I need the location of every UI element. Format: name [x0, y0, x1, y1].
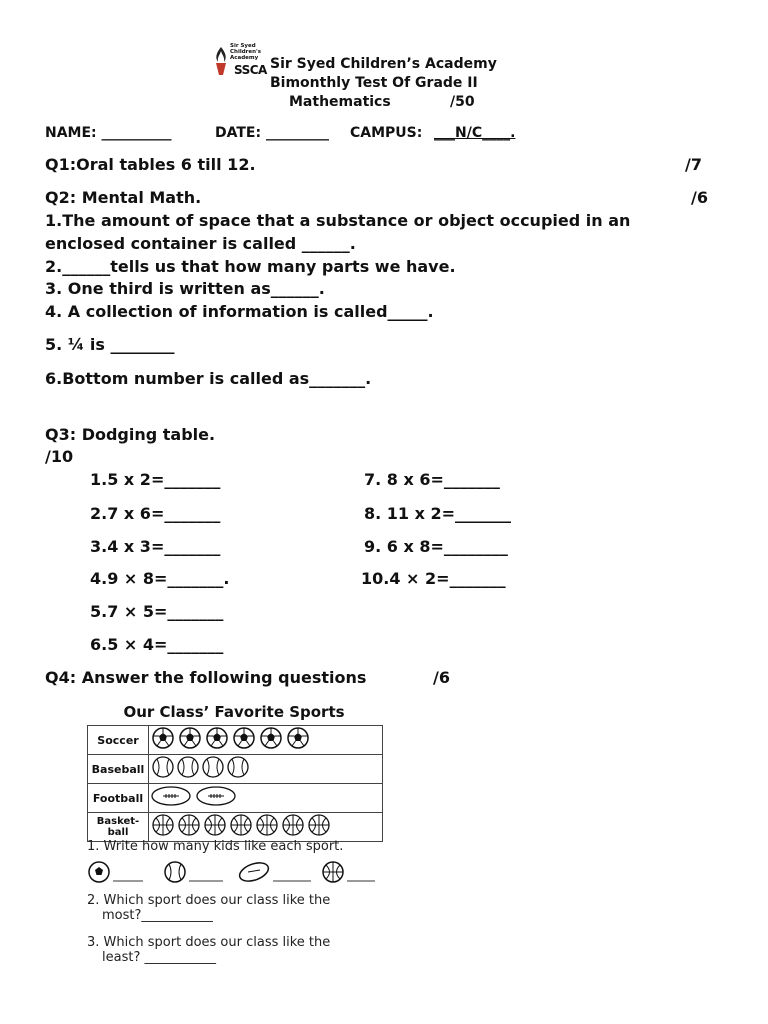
subject-title: Mathematics	[289, 94, 391, 110]
baseball-icon	[178, 757, 198, 777]
q4-marks: /6	[433, 668, 450, 687]
pictograph-question: 1. Write how many kids like each sport.	[87, 839, 344, 854]
logo-small-text: Sir Syed Children's Academy	[230, 43, 261, 61]
soccer-ball-icon	[207, 728, 227, 748]
soccer-icons	[149, 726, 383, 755]
basketball-icon	[231, 815, 251, 835]
total-marks: /50	[450, 94, 475, 110]
soccer-ball-icon	[153, 728, 173, 748]
q2-heading: Q2: Mental Math.	[45, 188, 202, 207]
q2-line: enclosed container is called ______.	[45, 234, 356, 253]
q3-marks: /10	[45, 447, 74, 466]
q1-marks: /7	[685, 155, 702, 174]
q2-line: 6.Bottom number is called as_______.	[45, 369, 372, 388]
school-logo	[212, 43, 276, 81]
date-field: DATE: _________	[215, 125, 329, 141]
q4-heading: Q4: Answer the following questions	[45, 668, 367, 687]
basketball-icon-row	[149, 813, 333, 837]
q3-item: 5.7 × 5=_______	[90, 602, 224, 621]
pictograph-row	[88, 784, 383, 813]
campus-value: ___N/C____.	[434, 125, 516, 141]
q2-marks: /6	[691, 188, 708, 207]
pictograph-row	[88, 813, 383, 842]
torch-logo-icon	[212, 45, 230, 77]
baseball-icons	[149, 755, 383, 784]
q3-heading: Q3: Dodging table.	[45, 425, 216, 444]
basketball-icon	[309, 815, 329, 835]
basketball-icon	[323, 862, 343, 882]
q1-heading: Q1:Oral tables 6 till 12.	[45, 155, 256, 174]
logo-abbrev: SSCA	[234, 63, 267, 77]
q2-line: 1.The amount of space that a substance or object occupied in an	[45, 211, 631, 230]
basketball-icons	[149, 813, 383, 842]
pictograph-question: most?___________	[102, 908, 213, 923]
baseball-icon	[165, 862, 185, 882]
pictograph-table	[87, 725, 383, 842]
pictograph-title: Our Class’ Favorite Sports	[123, 703, 345, 721]
football-icon-row	[149, 784, 241, 808]
soccer-ball-icon	[261, 728, 281, 748]
football-icon	[237, 859, 271, 884]
pictograph-question: 3. Which sport does our class like the	[87, 935, 331, 950]
test-title: Bimonthly Test Of Grade II	[270, 75, 478, 91]
baseball-icon	[228, 757, 248, 777]
basketball-icon	[257, 815, 277, 835]
school-name: Sir Syed Children’s Academy	[270, 56, 497, 72]
q3-item: 8. 11 x 2=_______	[364, 504, 512, 523]
baseball-icon	[203, 757, 223, 777]
q2-line: 3. One third is written as______.	[45, 279, 325, 298]
sport-answer-icons	[87, 859, 377, 885]
pictograph-row	[88, 726, 383, 755]
football-icons	[149, 784, 383, 813]
campus-label: CAMPUS:	[350, 125, 423, 141]
basketball-icon	[283, 815, 303, 835]
q3-item: 9. 6 x 8=________	[364, 537, 508, 556]
q3-item: 6.5 × 4=_______	[90, 635, 224, 654]
row-label: Football	[88, 784, 149, 813]
row-label: Baseball	[88, 755, 149, 784]
count-answer-row	[87, 859, 377, 889]
pictograph-question: least? ___________	[102, 950, 216, 965]
baseball-icon	[153, 757, 173, 777]
soccer-ball-icon	[89, 862, 109, 882]
pictograph-question: 2. Which sport does our class like the	[87, 893, 331, 908]
soccer-ball-icon	[180, 728, 200, 748]
football-icon	[152, 787, 190, 805]
basketball-icon	[205, 815, 225, 835]
soccer-ball-icon-row	[149, 726, 313, 750]
q3-item: 2.7 x 6=_______	[90, 504, 221, 523]
q3-item: 7. 8 x 6=_______	[364, 470, 500, 489]
row-label: Soccer	[88, 726, 149, 755]
q3-item: 10.4 × 2=_______	[361, 569, 506, 588]
q2-line: 2.______tells us that how many parts we have.	[45, 257, 456, 276]
soccer-ball-icon	[234, 728, 254, 748]
q3-item: 4.9 × 8=_______.	[90, 569, 230, 588]
basketball-icon	[153, 815, 173, 835]
row-label: Basket-ball	[88, 813, 149, 842]
q2-line: 4. A collection of information is called_____.	[45, 302, 434, 321]
pictograph-row	[88, 755, 383, 784]
q3-item: 1.5 x 2=_______	[90, 470, 221, 489]
sports-pictograph	[84, 703, 384, 973]
q2-line: 5. ¼ is ________	[45, 335, 175, 354]
soccer-ball-icon	[288, 728, 308, 748]
basketball-icon	[179, 815, 199, 835]
baseball-icon-row	[149, 755, 251, 779]
football-icon	[197, 787, 235, 805]
q3-item: 3.4 x 3=_______	[90, 537, 221, 556]
name-field: NAME: __________	[45, 125, 172, 141]
